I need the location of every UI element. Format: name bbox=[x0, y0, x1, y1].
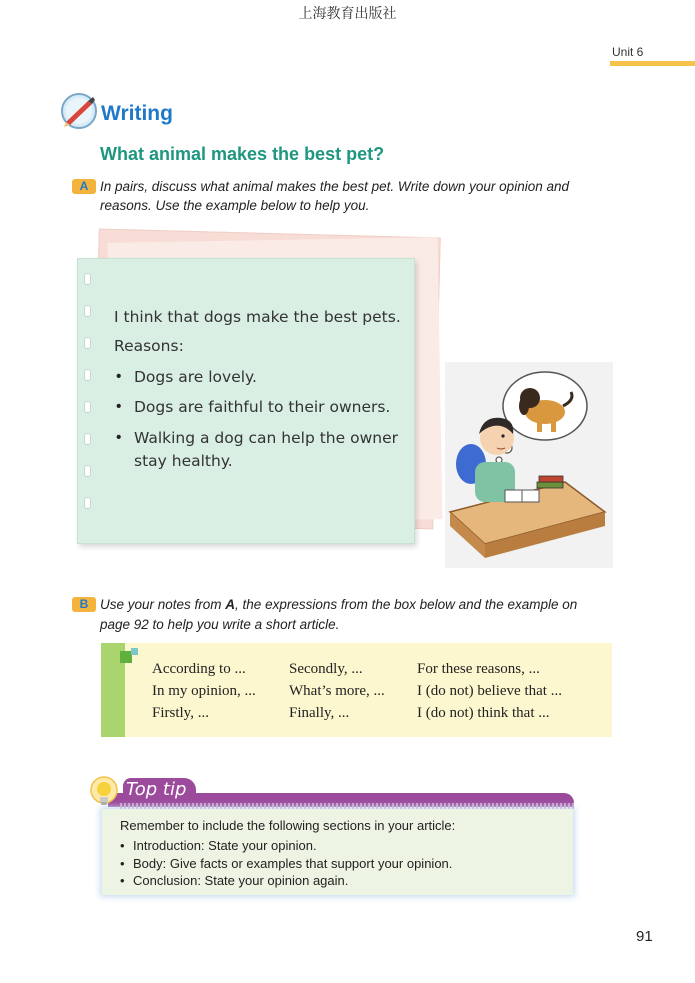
unit-bar bbox=[610, 61, 695, 66]
expression-item: Firstly, ... bbox=[152, 705, 209, 721]
task-a-instruction-line2: reasons. Use the example below to help you. bbox=[100, 198, 370, 213]
expression-item: In my opinion, ... bbox=[152, 683, 256, 699]
expression-item: According to ... bbox=[152, 661, 246, 677]
publisher-name: 上海教育出版社 bbox=[298, 6, 397, 22]
top-tip-bullet: • bbox=[120, 838, 125, 853]
expression-item: I (do not) think that ... bbox=[417, 705, 550, 721]
note-reasons-label: Reasons: bbox=[114, 337, 184, 355]
expression-item: I (do not) believe that ... bbox=[417, 683, 562, 699]
expression-item: Finally, ... bbox=[289, 705, 350, 721]
note-reason-3-line1: Walking a dog can help the owner bbox=[134, 429, 398, 447]
task-b-badge: B bbox=[72, 597, 96, 612]
expressions-box-marker bbox=[131, 648, 138, 655]
note-reason-2: Dogs are faithful to their owners. bbox=[134, 398, 391, 416]
note-bullet-dot: • bbox=[116, 398, 122, 415]
note-bullet-dot: • bbox=[116, 368, 122, 385]
lightbulb-icon bbox=[89, 776, 119, 808]
expression-item: Secondly, ... bbox=[289, 661, 363, 677]
note-bullet-dot: • bbox=[116, 429, 122, 446]
top-tip-intro: Remember to include the following sections in your article: bbox=[120, 818, 456, 833]
writing-pen-icon bbox=[60, 92, 98, 130]
top-tip-bullet: • bbox=[120, 856, 125, 871]
task-b-ref-a: A bbox=[225, 597, 236, 612]
top-tip-item-introduction: Introduction: State your opinion. bbox=[133, 838, 317, 853]
boy-dreaming-of-dog-illustration bbox=[445, 362, 613, 568]
note-reason-3-line2: stay healthy. bbox=[134, 452, 233, 470]
task-b-instruction-line2: page 92 to help you write a short article. bbox=[100, 617, 340, 632]
note-opinion: I think that dogs make the best pets. bbox=[114, 308, 401, 326]
section-title: Writing bbox=[101, 102, 173, 125]
top-tip-item-conclusion: Conclusion: State your opinion again. bbox=[133, 873, 349, 888]
expression-item: What’s more, ... bbox=[289, 683, 385, 699]
unit-label: Unit 6 bbox=[612, 45, 644, 59]
task-a-badge: A bbox=[72, 179, 96, 194]
expression-item: For these reasons, ... bbox=[417, 661, 540, 677]
task-b-instruction-line1: Use your notes from A, the expressions from the box below and the example on bbox=[100, 597, 578, 612]
task-a-instruction-line1: In pairs, discuss what animal makes the best pet. Write down your opinion and bbox=[100, 179, 569, 194]
page-number: 91 bbox=[636, 928, 653, 945]
section-subtitle: What animal makes the best pet? bbox=[100, 144, 385, 164]
top-tip-title: Top tip bbox=[123, 778, 196, 802]
top-tip-bullet: • bbox=[120, 873, 125, 888]
note-reason-1: Dogs are lovely. bbox=[134, 368, 257, 386]
top-tip-item-body: Body: Give facts or examples that support your opinion. bbox=[133, 856, 453, 871]
